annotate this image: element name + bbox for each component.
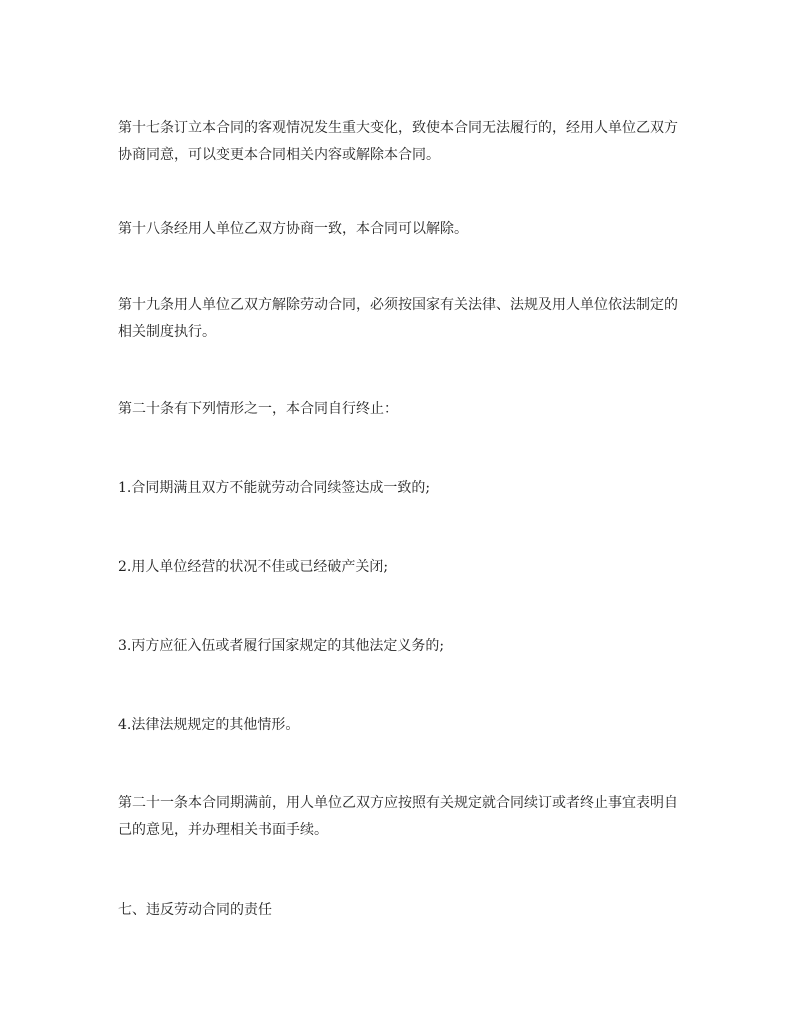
- section-heading-7: 七、违反劳动合同的责任: [118, 902, 272, 918]
- list-item-3: 3.丙方应征入伍或者履行国家规定的其他法定义务的;: [118, 638, 445, 654]
- paragraph-article-21: 第二十一条本合同期满前，用人单位乙双方应按照有关规定就合同续订或者终止事宜表明自己的意见，并办理相关书面手续。: [118, 795, 678, 838]
- paragraph-article-19: 第十九条用人单位乙双方解除劳动合同，必须按国家有关法律、法规及用人单位依法制定的相关制度执行。: [118, 297, 678, 340]
- list-item-1: 1.合同期满且双方不能就劳动合同续签达成一致的;: [118, 480, 431, 496]
- list-item-4: 4.法律法规规定的其他情形。: [118, 717, 300, 733]
- paragraph-article-17: 第十七条订立本合同的客观情况发生重大变化，致使本合同无法履行的，经用人单位乙双方协商同意，可以变更本合同相关内容或解除本合同。: [118, 120, 678, 163]
- list-item-2: 2.用人单位经营的状况不佳或已经破产关闭;: [118, 559, 389, 575]
- paragraph-article-18: 第十八条经用人单位乙双方协商一致，本合同可以解除。: [118, 221, 468, 237]
- paragraph-article-20: 第二十条有下列情形之一，本合同自行终止：: [118, 401, 398, 417]
